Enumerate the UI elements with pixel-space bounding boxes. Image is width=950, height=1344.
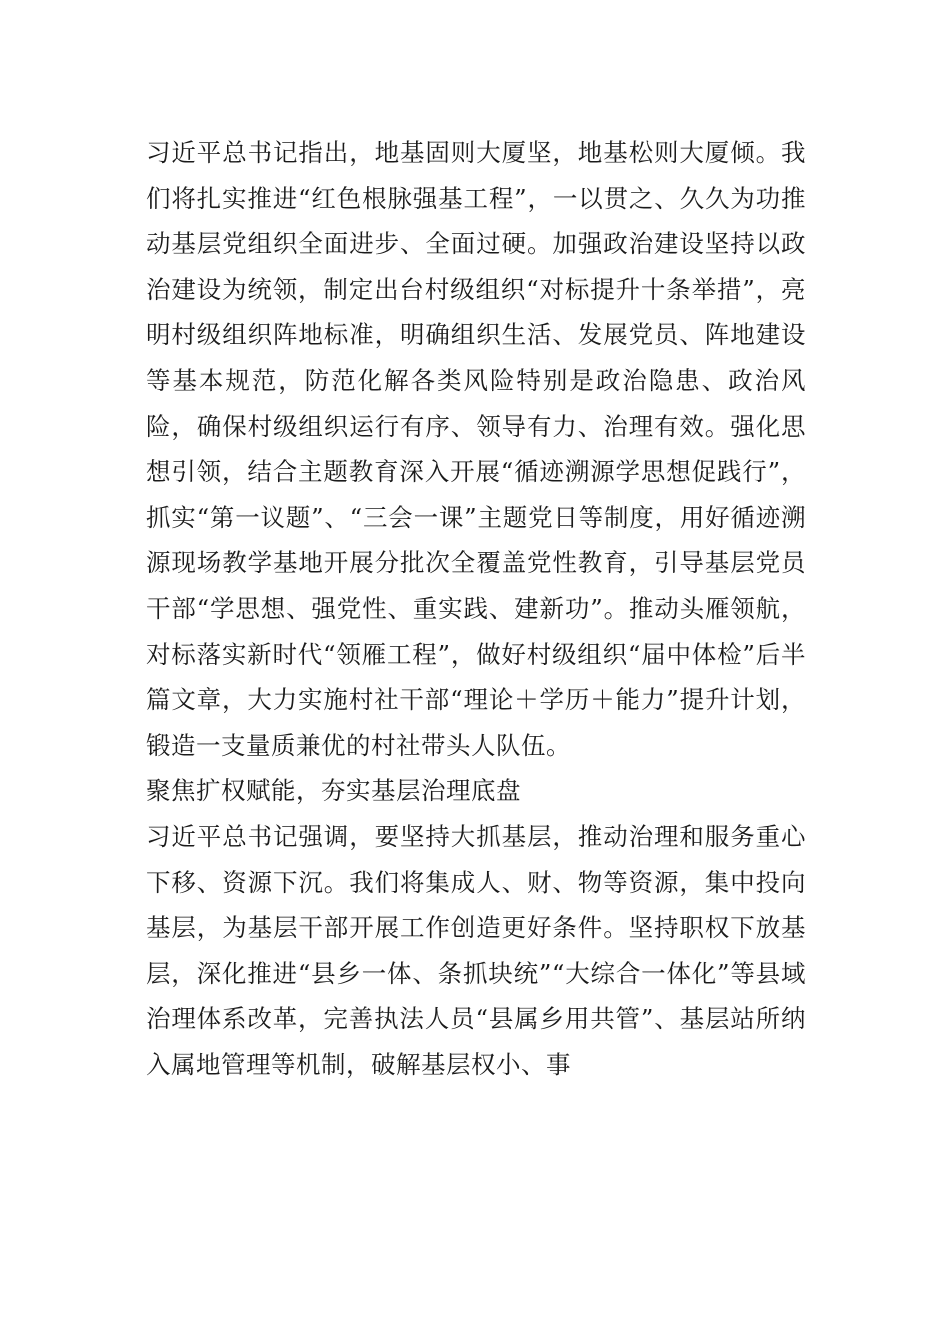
document-body — [146, 130, 806, 1087]
paragraph-strengthen-foundation: 习近平总书记指出，地基固则大厦坚，地基松则大厦倾。我们将扎实推进“红色根脉强基工程”，一以贯之、久久为功推动基层党组织全面进步、全面过硬。加强政治建设坚持以政治建设为统领，制定出台村级组织“对标提升十条举措”，亮明村级组织阵地标准，明确组织生活、发展党员、阵地建设等基本规范，防范化解各类风险特别是政治隐患、政治风险，确保村级组织运行有序、领导有力、治理有效。强化思想引领，结合主题教育深入开展“循迹溯源学思想促践行”，抓实“第一议题”、“三会一课”主题党日等制度，用好循迹溯源现场教学基地开展分批次全覆盖党性教育，引导基层党员干部“学思想、强党性、重实践、建新功”。推动头雁领航，对标落实新时代“领雁工程”，做好村级组织“届中体检”后半篇文章，大力实施村社干部“理论＋学历＋能力”提升计划，锻造一支量质兼优的村社带头人队伍。 — [146, 138, 806, 760]
paragraph-empower-grassroots: 习近平总书记强调，要坚持大抓基层，推动治理和服务重心下移、资源下沉。我们将集成人、财、物等资源，集中投向基层，为基层干部开展工作创造更好条件。坚持职权下放基层，深化推进“县乡一体、条抓块统”“大综合一体化”等县域治理体系改革，完善执法人员“县属乡用共管”、基层站所纳入属地管理等机制，破解基层权小、事 — [146, 821, 806, 1079]
section-heading: 聚焦扩权赋能，夯实基层治理底盘 — [146, 776, 521, 806]
